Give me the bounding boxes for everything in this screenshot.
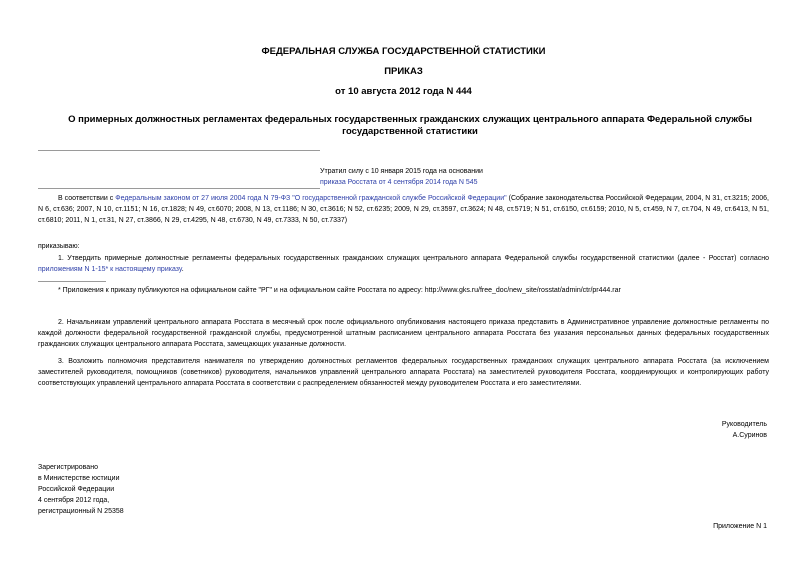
item-2: 2. Начальникам управлений центрального аппарата Росстата в месячный срок после официального опубликования настоящего приказа представить в Административное управление должностные регламенты по каждой должности федеральной государственной гражданской службы, предусмотренной штатным расписанием центрального аппарата Росстата без указания персональных данных федеральных государственных гражданских служащих центрального аппарата Росстата, замещающих указанные должности. [38, 319, 769, 348]
doc-date-number: от 10 августа 2012 года N 444 [335, 86, 472, 97]
item-1-text: 1. Утвердить примерные должностные регламенты федеральных государственных гражданских служащих центрального аппарата Федеральной службы государственной статистики (далее - Росстат) согласно [58, 255, 769, 262]
preamble-text-before: В соответствии с [58, 195, 116, 202]
preamble-paragraph [38, 193, 769, 226]
item-1: 1. Утвердить примерные должностные регламенты федеральных государственных гражданских служащих центрального аппарата Федеральной службы государственной статистики (далее - Росстат) согласно приложениям N 1-15* к настоящему приказу. [38, 255, 769, 273]
signature-name: А.Суринов [732, 432, 767, 439]
item-3: 3. Возложить полномочия представителя нанимателя по утверждению должностных регламентов федеральных государственных гражданских служащих центрального аппарата Росстата (за исключением заместителей руководителя, помощников (советников) руководителя, начальников управлений центрального аппарата Росстата) на заместителей руководителя Росстата, координирующих и контролирующих работу соответствующих управлений центрального аппарата Росстата в соответствии с распределением обязанностей между руководителем Росстата и его заместителями. [38, 358, 769, 387]
appendix-label: Приложение N 1 [713, 523, 767, 530]
validity-note [320, 166, 483, 188]
appendix-link[interactable]: приложениям N 1-15* к настоящему приказу [38, 266, 182, 273]
signature-title: Руководитель [721, 421, 767, 428]
signature-block [722, 419, 767, 441]
doc-type: ПРИКАЗ [384, 66, 423, 77]
org-name: ФЕДЕРАЛЬНАЯ СЛУЖБА ГОСУДАРСТВЕННОЙ СТАТИСТИКИ [261, 46, 546, 57]
law-link[interactable]: Федеральным законом от 27 июля 2004 года N 79-ФЗ "О государственной гражданской службе Российской Федерации" [115, 195, 507, 202]
preamble-text-after: (Собрание законодательства Российской Федерации, 2004, N 31, ст.3215; 2006, N 6, ст.636; 2007, N 10, ст.1151; N 16, ст.1828; N 49, ст.6070; 2008, N 13, ст.1186; N 30, ст.3616; N 52, ст.6235; 2009, N 29, ст.3597, ст.3624; N 48, ст.5719; N 51, ст.6150, ст.6159; 2010, N 5, ст.459, N 7, ст.704, N 49, ст.6413, N 51, ст.6810; 2011, N 1, ст.31, N 27, ст.3866, N 29, ст.4295, N 48, ст.6730, N 49, ст.7333, N 50, ст.7337) [38, 195, 770, 224]
validity-note-text: Утратил силу с 10 января 2015 года на основании [320, 168, 483, 175]
registration-block: Зарегистрировано в Министерстве юстиции Российской Федерации 4 сентября 2012 года, регистрационный N 25358 [38, 464, 124, 515]
footnote [38, 285, 769, 296]
order-word: приказываю: [38, 243, 80, 250]
divider-bottom [38, 188, 320, 189]
footnote-divider [38, 281, 106, 282]
doc-subject: О примерных должностных регламентах федеральных государственных гражданских служащих центрального аппарата Федеральной службы государственной статистики [68, 114, 752, 137]
divider-top [38, 150, 320, 151]
footnote-text: * Приложения к приказу публикуются на официальном сайте "РГ" и на официальном сайте Росстата по адресу: http://www.gks.ru/free_doc/new_site/rosstat/admin/ctr/pr444.rar [58, 287, 621, 294]
validity-note-link[interactable]: приказа Росстата от 4 сентября 2014 года N 545 [320, 179, 478, 186]
